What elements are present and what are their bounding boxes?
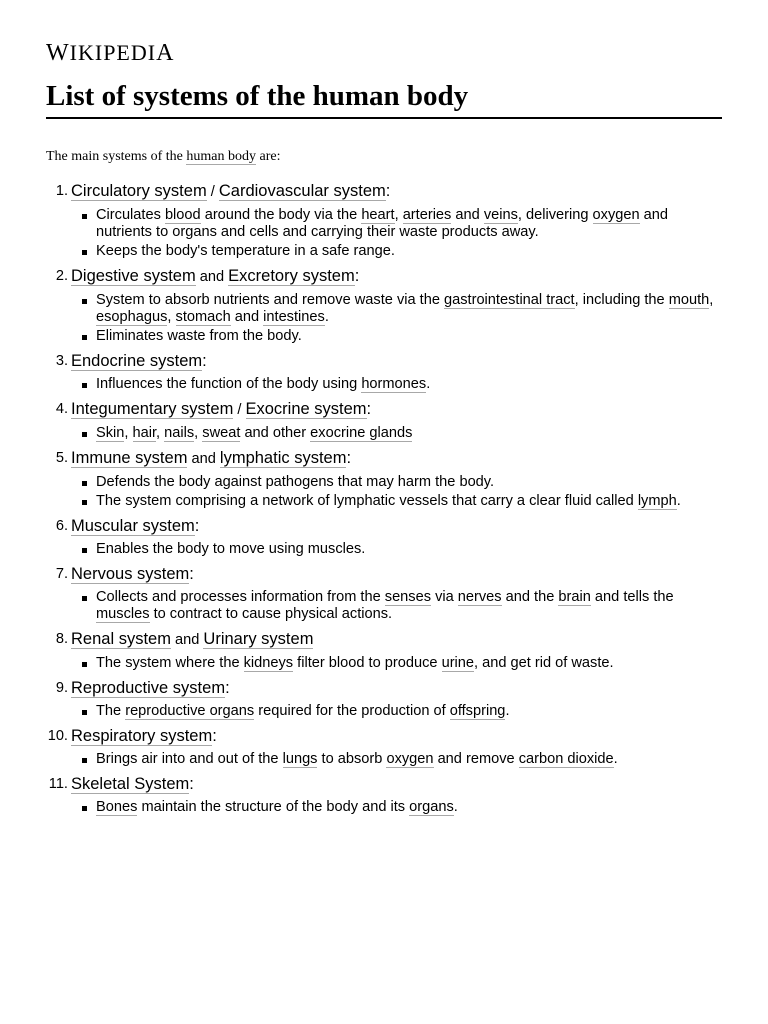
list-number: 1.	[55, 183, 68, 199]
wiki-link[interactable]: offspring	[449, 703, 506, 719]
text: :	[189, 775, 194, 793]
text: and remove	[433, 751, 519, 767]
wiki-link[interactable]: nails	[164, 425, 195, 441]
system-heading	[71, 179, 722, 204]
system-heading	[71, 397, 722, 422]
text: .	[505, 703, 510, 719]
list-number: 7.	[55, 566, 68, 582]
bullet-item	[96, 541, 722, 558]
intro-text: The main systems of the	[46, 149, 187, 164]
wiki-link[interactable]: Endocrine system	[71, 352, 203, 370]
bullet-list	[46, 703, 722, 720]
list-number: 10.	[47, 728, 68, 744]
text: :	[346, 449, 352, 467]
text: to absorb	[317, 751, 387, 767]
text: and tells the	[590, 589, 674, 605]
bullet-list	[46, 655, 722, 672]
bullet-list	[46, 541, 722, 558]
system-heading	[71, 562, 722, 586]
text: and	[195, 269, 229, 285]
bullet-list	[46, 589, 722, 623]
wiki-link[interactable]: arteries	[402, 207, 452, 223]
wiki-link[interactable]: Skin	[96, 425, 125, 441]
intro-link[interactable]: human body	[186, 149, 256, 164]
wiki-link[interactable]: Excretory system	[228, 267, 355, 285]
wiki-link[interactable]: esophagus	[96, 309, 168, 325]
wiki-link[interactable]: oxygen	[592, 207, 640, 223]
wiki-link[interactable]: Circulatory system	[71, 182, 207, 200]
text: /	[233, 402, 246, 418]
wiki-link[interactable]: Reproductive system	[71, 679, 226, 697]
list-item	[46, 349, 722, 393]
bullet-item	[96, 589, 722, 623]
system-heading	[71, 724, 722, 748]
bullet-item	[96, 376, 722, 393]
text: and	[187, 451, 220, 467]
text: The system where the	[96, 655, 244, 671]
bullet-item	[96, 751, 722, 768]
list-number: 11.	[48, 776, 68, 792]
list-item	[46, 514, 722, 558]
wiki-link[interactable]: exocrine glands	[310, 425, 413, 441]
wiki-link[interactable]: Muscular system	[71, 517, 195, 535]
text: ,	[167, 309, 176, 325]
bullet-list	[46, 425, 722, 442]
intro-paragraph	[46, 147, 280, 167]
text: .	[426, 376, 431, 392]
bullet-item	[96, 703, 722, 720]
wiki-link[interactable]: veins	[483, 207, 518, 223]
list-item	[46, 446, 722, 510]
text: ,	[394, 207, 403, 223]
text: :	[354, 267, 360, 285]
system-heading	[71, 772, 722, 796]
wiki-link[interactable]: nerves	[457, 589, 502, 605]
text: The system comprising a network of lymphatic vessels that carry a clear fluid called	[96, 493, 638, 509]
text: ,	[124, 425, 133, 441]
wiki-link[interactable]: stomach	[175, 309, 231, 325]
text: Defends the body against pathogens that may harm the body.	[96, 474, 495, 490]
list-number: 3.	[55, 353, 68, 369]
text: to contract to cause physical actions.	[149, 606, 393, 622]
wiki-link[interactable]: Cardiovascular system	[218, 182, 386, 200]
text: and	[230, 309, 264, 325]
text: The	[96, 703, 126, 719]
text: Influences the function of the body using	[96, 376, 362, 392]
text: Brings air into and out of the	[96, 751, 283, 767]
list-item	[46, 676, 722, 720]
system-heading	[71, 514, 722, 538]
text: System to absorb nutrients and remove waste via the	[96, 292, 444, 308]
system-heading	[71, 627, 722, 652]
title-divider	[46, 117, 722, 119]
text: ,	[709, 292, 714, 308]
bullet-list	[46, 799, 722, 816]
wiki-link[interactable]: organs	[409, 799, 454, 815]
wiki-link[interactable]: Immune system	[71, 449, 188, 467]
list-number: 2.	[55, 268, 68, 284]
list-item	[46, 397, 722, 442]
text: and	[451, 207, 484, 223]
wiki-link[interactable]: Nervous system	[71, 565, 190, 583]
wiki-link[interactable]: hormones	[361, 376, 427, 392]
text: .	[324, 309, 329, 325]
text: :	[202, 352, 207, 370]
wiki-link[interactable]: heart	[361, 207, 395, 223]
wiki-link[interactable]: urine	[441, 655, 475, 671]
list-item	[46, 724, 722, 768]
logo-letters: IKIPEDI	[69, 40, 157, 65]
text: via	[431, 589, 458, 605]
bullet-list	[46, 207, 722, 260]
list-item	[46, 562, 722, 623]
logo-letter-a: A	[156, 40, 175, 66]
wiki-link[interactable]: sweat	[202, 425, 241, 441]
wiki-link[interactable]: senses	[384, 589, 432, 605]
list-item	[46, 772, 722, 816]
wiki-link[interactable]: Bones	[96, 799, 138, 815]
list-number: 4.	[55, 401, 68, 417]
bullet-item	[96, 655, 722, 672]
text: and the	[501, 589, 559, 605]
text: :	[189, 565, 194, 583]
text: and nutrients to organs and cells and carrying their waste products away.	[96, 207, 669, 240]
bullet-item	[96, 328, 722, 345]
bullet-item	[96, 207, 722, 241]
list-number: 8.	[55, 631, 68, 647]
wiki-link[interactable]: intestines	[263, 309, 325, 325]
bullet-item	[96, 474, 722, 491]
text: :	[225, 679, 230, 697]
wiki-link[interactable]: lungs	[282, 751, 318, 767]
bullet-list	[46, 474, 722, 510]
text: and	[170, 632, 204, 648]
text: , including the	[574, 292, 669, 308]
bullet-item	[96, 243, 722, 260]
text: required for the production of	[254, 703, 450, 719]
text: Enables the body to move using muscles.	[96, 541, 366, 557]
text: ,	[194, 425, 203, 441]
text: ,	[156, 425, 165, 441]
wiki-link[interactable]: oxygen	[386, 751, 434, 767]
wiki-link[interactable]: mouth	[668, 292, 710, 308]
text: Eliminates waste from the body.	[96, 328, 302, 344]
wiki-link[interactable]: carbon dioxide	[518, 751, 614, 767]
text: filter blood to produce	[293, 655, 442, 671]
wiki-link[interactable]: Renal system	[71, 630, 171, 648]
text: :	[212, 727, 217, 745]
text: .	[613, 751, 618, 767]
wiki-link[interactable]: lymphatic system	[219, 449, 347, 467]
bullet-list	[46, 751, 722, 768]
bullet-item	[96, 425, 722, 442]
text: , and get rid of waste.	[474, 655, 614, 671]
list-item	[46, 264, 722, 345]
text: .	[676, 493, 681, 509]
systems-list	[46, 179, 722, 820]
text: , delivering	[517, 207, 593, 223]
wiki-link[interactable]: kidneys	[243, 655, 294, 671]
system-heading	[71, 676, 722, 700]
wiki-link[interactable]: Skeletal System	[71, 775, 190, 793]
wiki-link[interactable]: Urinary system	[203, 630, 314, 648]
list-number: 6.	[55, 518, 68, 534]
bullet-list	[46, 292, 722, 345]
wiki-link[interactable]: muscles	[96, 606, 150, 622]
wiki-link[interactable]: Digestive system	[71, 267, 196, 285]
text: :	[366, 400, 372, 418]
bullet-list	[46, 376, 722, 393]
list-item	[46, 179, 722, 260]
bullet-item	[96, 799, 722, 816]
list-number: 9.	[55, 680, 68, 696]
list-number: 5.	[55, 450, 68, 466]
wiki-link[interactable]: Respiratory system	[71, 727, 213, 745]
bullet-item	[96, 493, 722, 510]
text: /	[206, 184, 219, 200]
system-heading	[71, 446, 722, 471]
wiki-link[interactable]: reproductive organs	[125, 703, 255, 719]
text: Keeps the body's temperature in a safe range.	[96, 243, 395, 259]
text: maintain the structure of the body and its	[137, 799, 410, 815]
wiki-link[interactable]: hair	[132, 425, 157, 441]
text: around the body via the	[200, 207, 362, 223]
text: :	[194, 517, 200, 535]
wiki-link[interactable]: blood	[164, 207, 201, 223]
system-heading	[71, 349, 722, 373]
text: Circulates	[96, 207, 165, 223]
text: :	[385, 182, 391, 200]
text: .	[453, 799, 458, 815]
wiki-link[interactable]: gastrointestinal tract	[444, 292, 575, 308]
wiki-link[interactable]: Exocrine system	[245, 400, 367, 418]
intro-text-end: are:	[255, 149, 281, 164]
text: and other	[240, 425, 311, 441]
system-heading	[71, 264, 722, 289]
logo-letter-w: W	[46, 40, 70, 66]
page-title: List of systems of the human body	[46, 80, 469, 112]
wiki-link[interactable]: Integumentary system	[71, 400, 234, 418]
text: Collects and processes information from the	[96, 589, 385, 605]
list-item	[46, 627, 722, 672]
wiki-link[interactable]: brain	[558, 589, 591, 605]
bullet-item	[96, 292, 722, 326]
wikipedia-logo[interactable]	[46, 40, 174, 67]
wiki-link[interactable]: lymph	[637, 493, 677, 509]
